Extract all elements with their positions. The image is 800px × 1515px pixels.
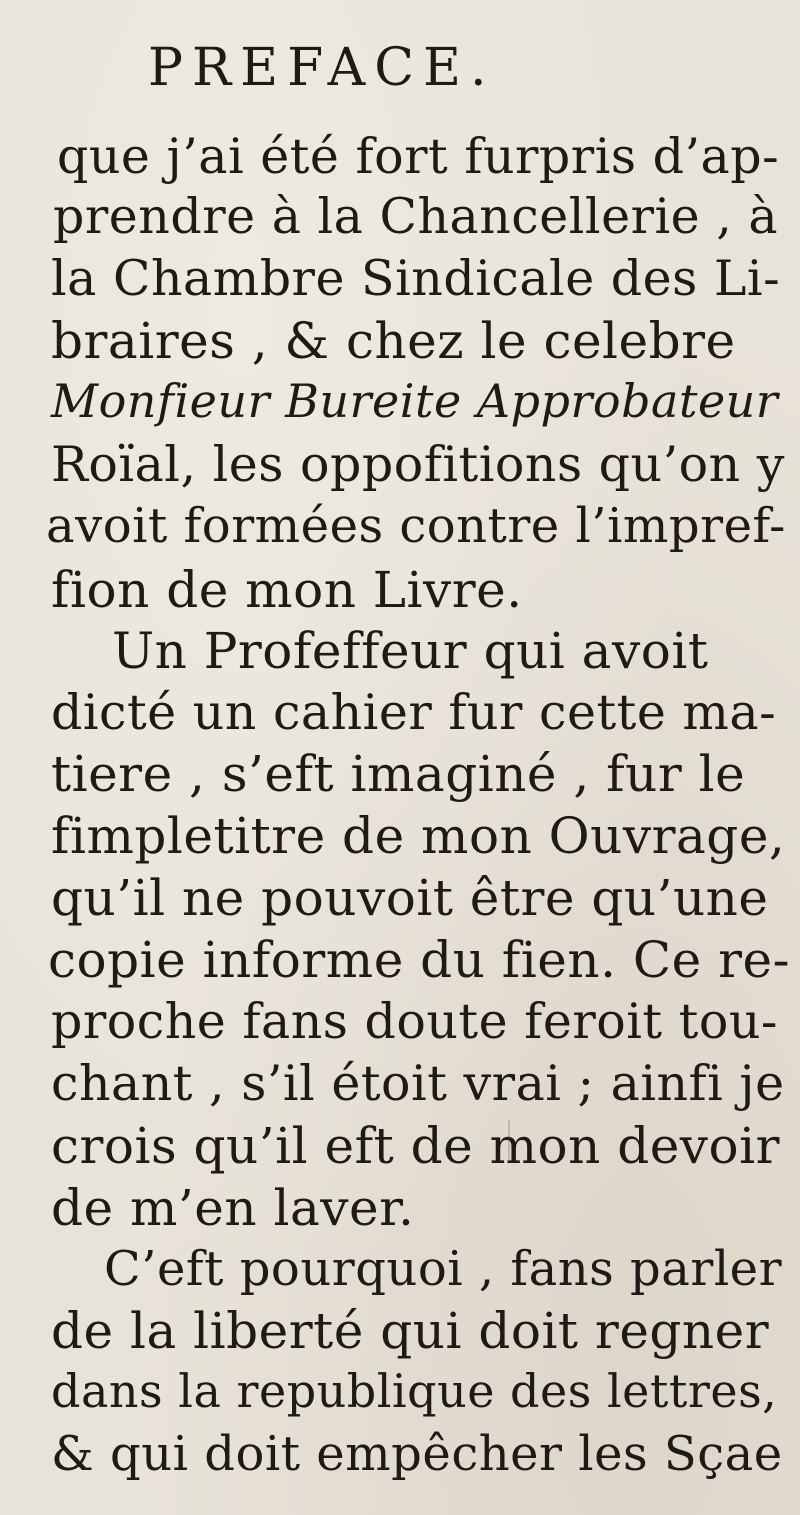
text-line: dicté un cahier fur cette ma-	[51, 684, 777, 741]
text-line: Monfieur Bureite Approbateur	[51, 374, 779, 428]
text-line: dans la republique des lettres,	[51, 1364, 778, 1418]
text-line: & qui doit empêcher les Sçae	[51, 1426, 783, 1482]
text-line: avoit formées contre l’impref-	[46, 498, 786, 554]
text-line: chant , s’il étoit vrai ; ainfi je	[51, 1055, 785, 1112]
text-line: crois qu’il eft de mon devoir	[51, 1117, 781, 1175]
text-line: C’eft pourquoi , fans parler	[104, 1241, 783, 1297]
text-line: fion de mon Livre.	[51, 561, 523, 619]
text-line: de la liberté qui doit regner	[51, 1302, 770, 1360]
text-line: fimpletitre de mon Ouvrage,	[51, 807, 786, 865]
text-line: proche fans doute feroit tou-	[51, 993, 778, 1050]
text-line: qu’il ne pouvoit être qu’une	[51, 869, 769, 927]
paper-crease	[508, 1120, 524, 1160]
text-line: Roïal, les oppofitions qu’on y	[51, 436, 785, 493]
text-line: de m’en laver.	[51, 1179, 415, 1237]
running-head: PREFACE.	[148, 38, 496, 98]
text-line: prendre à la Chancellerie , à	[53, 188, 779, 245]
text-line: que j’ai été fort furpris d’ap-	[57, 128, 780, 185]
text-line: copie informe du fien. Ce re-	[48, 931, 790, 989]
text-line: tiere , s’eft imaginé , fur le	[51, 745, 746, 803]
text-line: la Chambre Sindicale des Li-	[51, 250, 781, 307]
text-line: braires , & chez le celebre	[51, 312, 736, 370]
text-line: Un Profeffeur qui avoit	[112, 622, 709, 680]
